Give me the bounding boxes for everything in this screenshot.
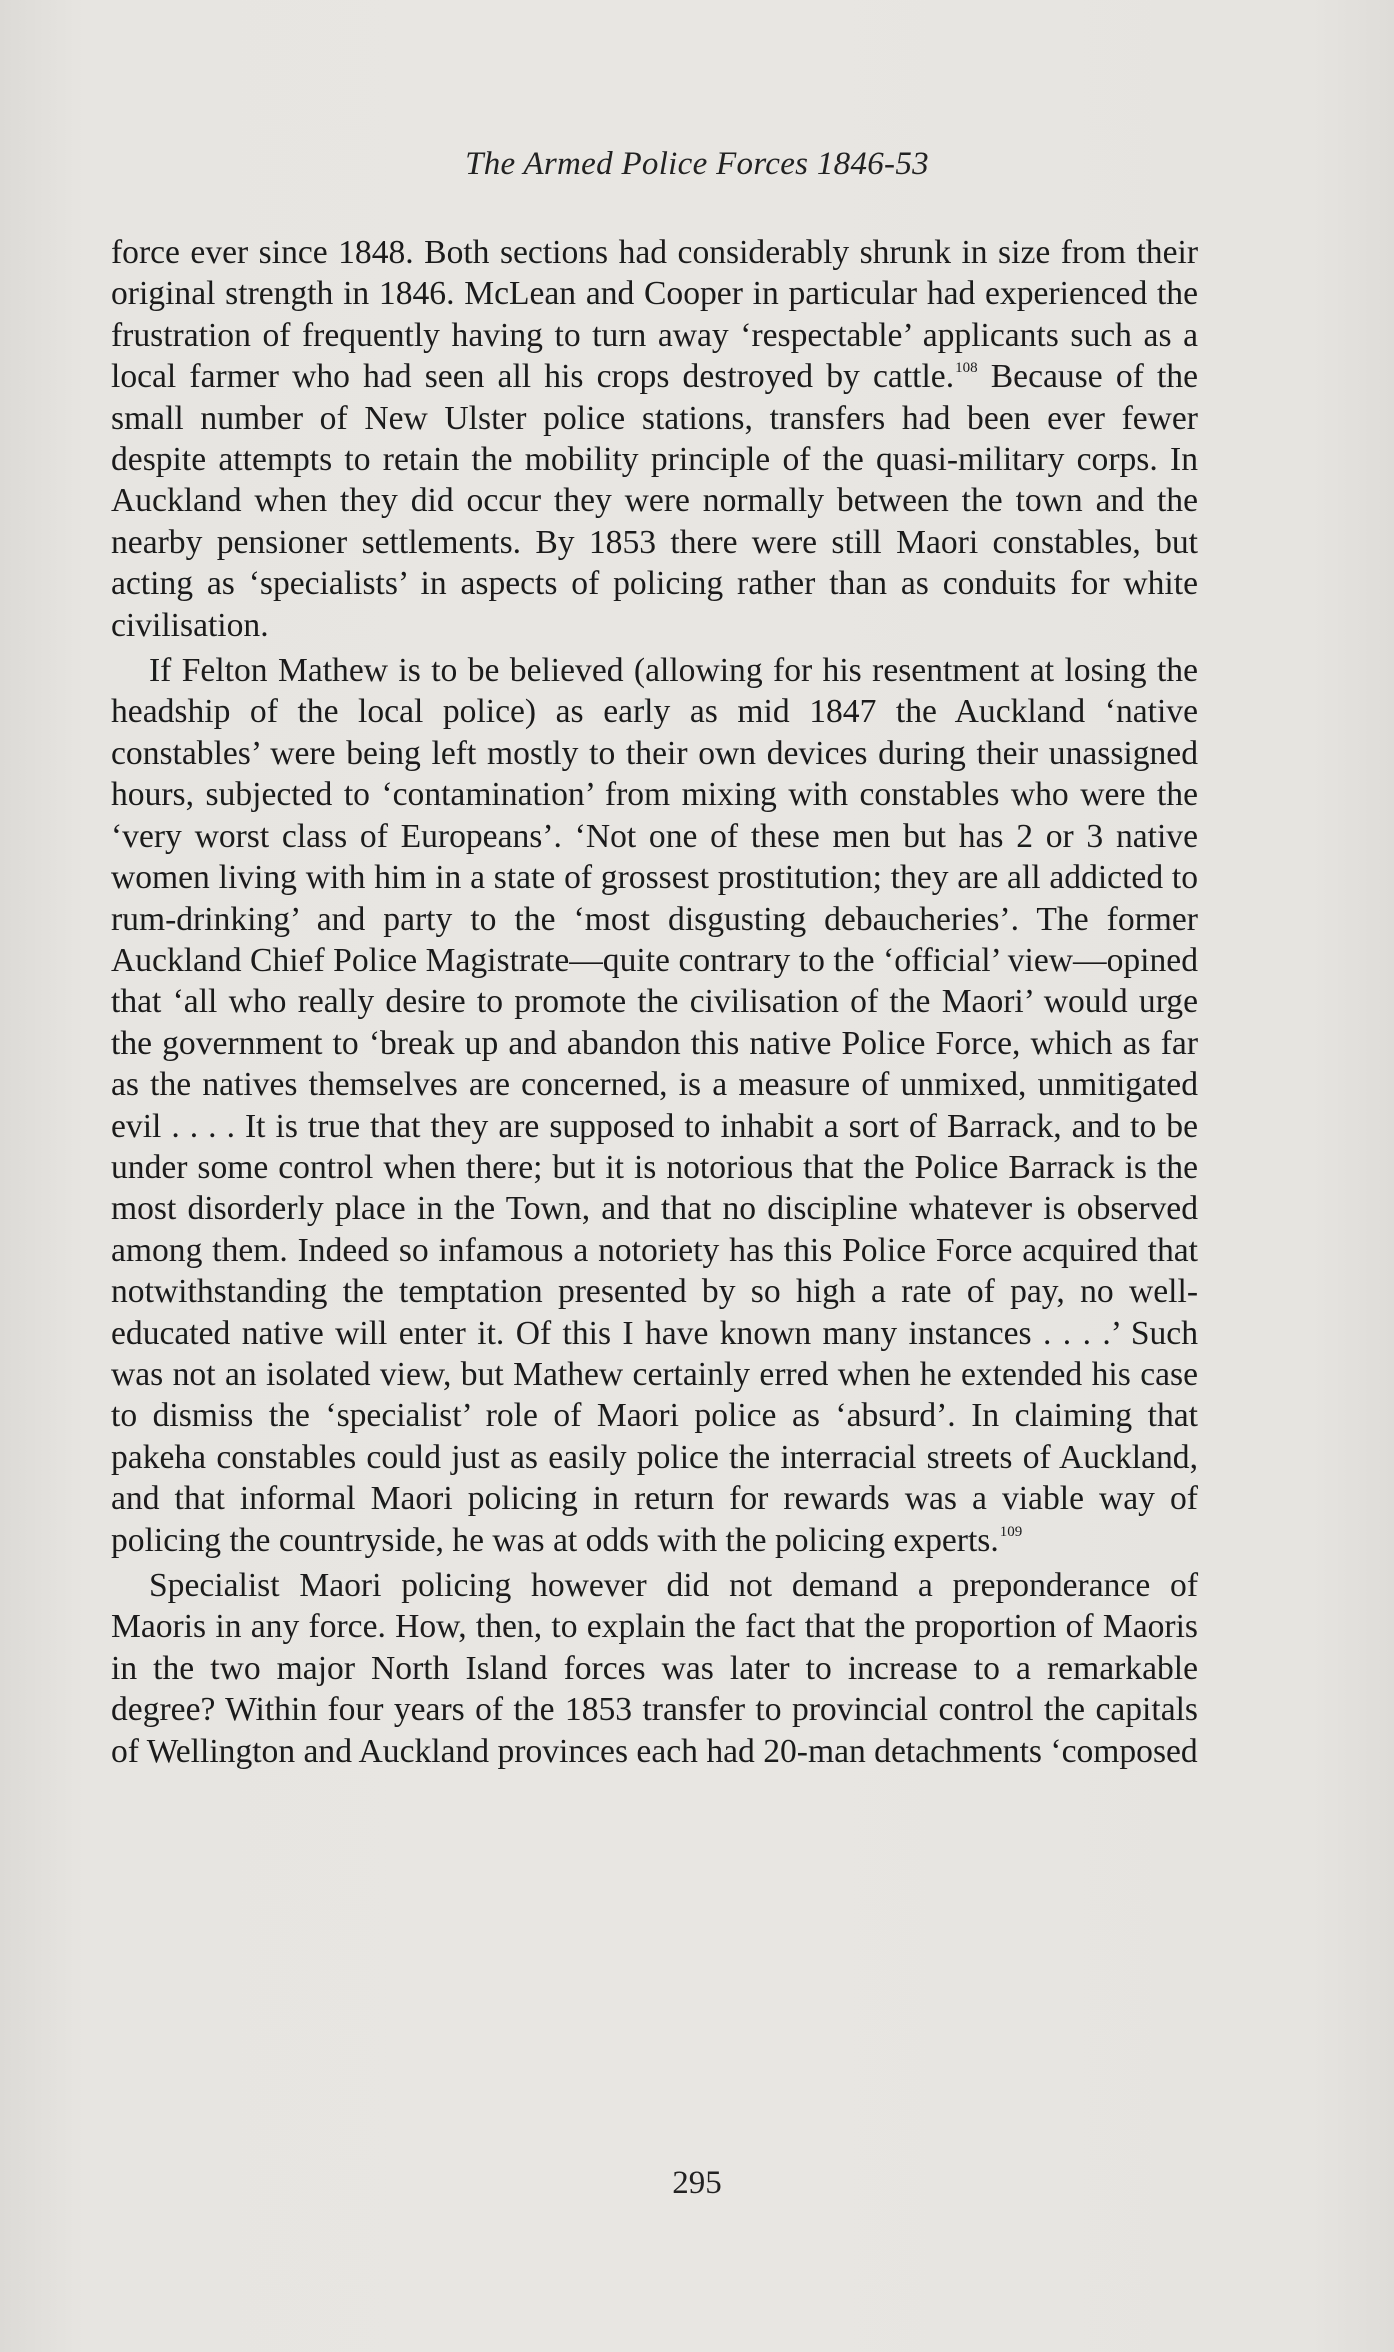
paragraph-1-text-a: force ever since 1848. Both sections had considerably shrunk in size from their original strength in 1846. McLean and Cooper in particular had experienced the frustration of frequently having to turn away ‘respectable’ applicants such as a local farmer who had seen all his crops destroyed by cattle. bbox=[111, 234, 1198, 396]
page-number: 295 bbox=[672, 2165, 722, 2201]
body-text bbox=[111, 232, 1198, 1772]
paragraph-2-text: If Felton Mathew is to be believed (allowing for his resentment at losing the headship of the local police) as early as mid 1847 the Auckland ‘native constables’ were being left mostly to their own devices during their unassigned hours, subjected to ‘contamination’ from mixing with constables who were the ‘very worst class of Europeans’. ‘Not one of these men but has 2 or 3 native women living with him in a state of grossest prostitution; they are all addicted to rum-drinking’ and party to the ‘most disgusting debaucheries’. The former Auckland Chief Police Magistrate—quite contrary to the ‘official’ view—opined that ‘all who really desire to promote the civilisation of the Maori’ would urge the government to ‘break up and abandon this native Police Force, which as far as the natives themselves are concerned, is a measure of unmixed, unmitigated evil . . . . It is true that they are supposed to inhabit a sort of Barrack, and to be under some control when there; but it is notorious that the Police Barrack is the most disorderly place in the Town, and that no discipline whatever is observed among them. Indeed so infamous a notoriety has this Police Force acquired that notwithstanding the temptation presented by so high a rate of pay, no well-educated native will enter it. Of this I have known many instances . . . .’ Such was not an isolated view, but Mathew certainly erred when he extended his case to dismiss the ‘specialist’ role of Maori police as ‘absurd’. In claiming that pakeha constables could just as easily police the interracial streets of Auckland, and that informal Maori policing in return for rewards was a viable way of policing the countryside, he was at odds with the policing experts. bbox=[111, 652, 1198, 1559]
paragraph-3: Specialist Maori policing however did not demand a preponderance of Maoris in any force. How, then, to explain the fact that the proportion of Maoris in the two major North Island forces was later to increase to a remarkable degree? Within four years of the 1853 transfer to provincial control the capitals of Wellington and Auckland provinces each had 20-man detachments ‘composed bbox=[111, 1567, 1198, 1770]
running-head: The Armed Police Forces 1846-53 bbox=[465, 146, 929, 182]
footnote-ref-109: 109 bbox=[999, 1523, 1023, 1540]
paragraph-1-text-b: Because of the small number of New Ulster police stations, transfers had been ever fewer despite attempts to retain the mobility principle of the quasi-military corps. In Auckland when they did occur they were normally between the town and the nearby pensioner settlements. By 1853 there were still Maori constables, but acting as ‘specialists’ in aspects of policing rather than as conduits for white civilisation. bbox=[111, 358, 1198, 644]
paragraph-2 bbox=[111, 650, 1198, 1561]
footnote-ref-108: 108 bbox=[955, 360, 978, 377]
paragraph-1 bbox=[111, 232, 1198, 646]
